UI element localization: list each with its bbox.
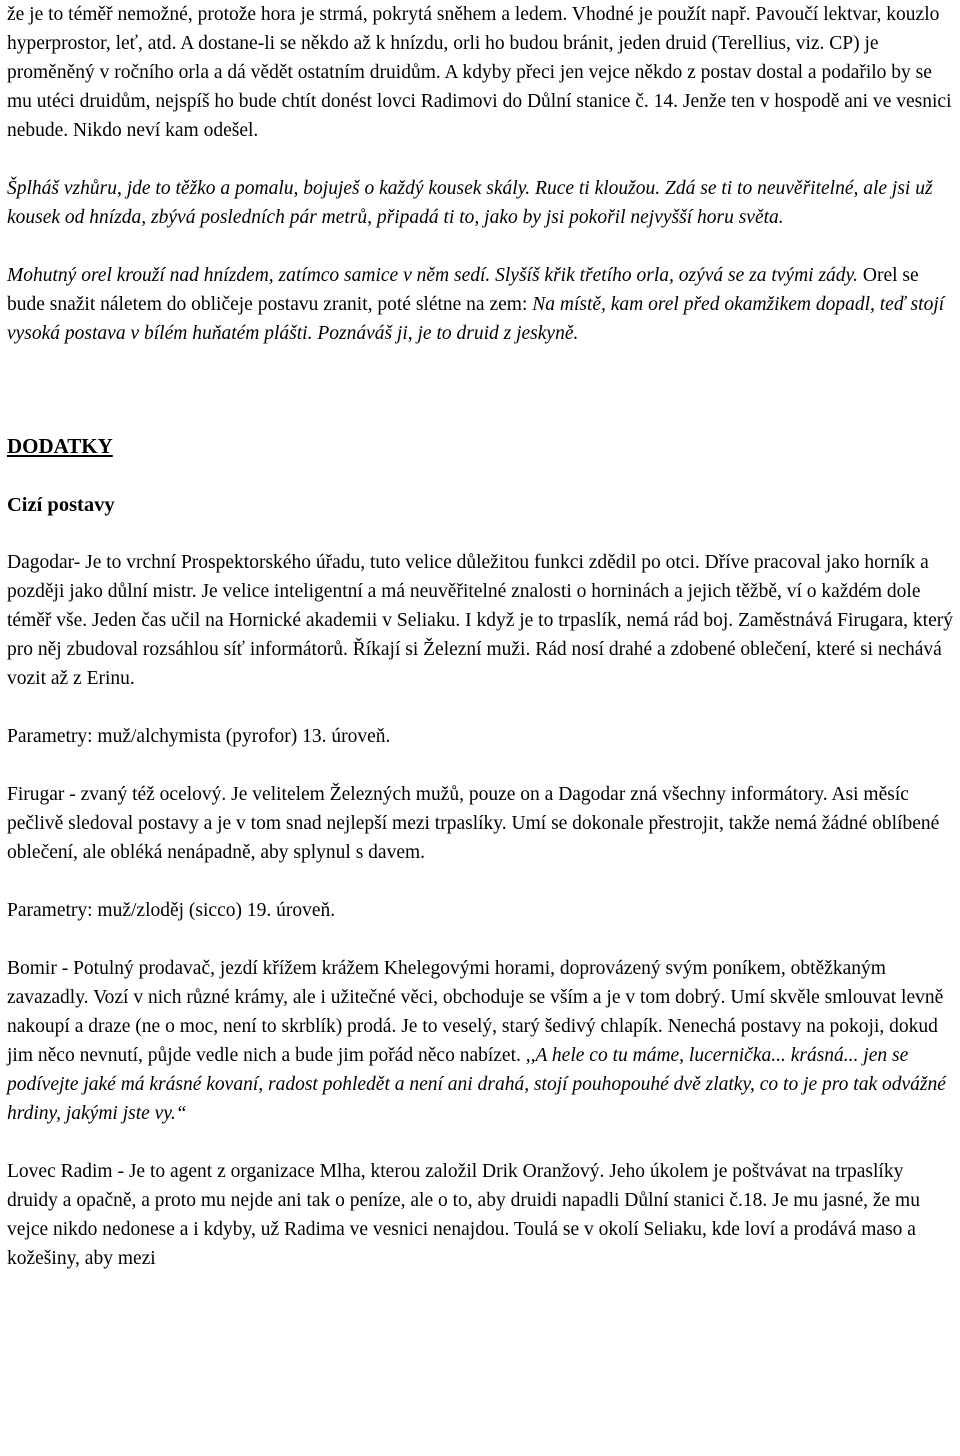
character-radim-description: Lovec Radim - Je to agent z organizace Mlha, kterou založil Drik Oranžový. Jeho úkolem je poštvávat na trpaslíky druidy a opačně, a proto mu nejde ani tak o peníze, ale o to, aby druidi napadli Důlní stanici č.18. Je mu jasné, že mu vejce nikdo nedonese a i kdyby, už Radima ve vesnici nenajdou. Toulá se v okolí Seliaku, kde loví a prodává maso a kožešiny, aby mezi (7, 1161, 920, 1269)
eagle-narration-text: Mohutný orel krouží nad hnízdem, zatímco samice v něm sedí. Slyšíš křik třetího orla, ozývá se za tvými zády. (7, 265, 859, 286)
character-bomir-description (7, 954, 957, 1128)
appendix-heading: DODATKY (7, 434, 113, 458)
bomir-text: Bomir - Potulný prodavač, jezdí křížem krážem Khelegovými horami, doprovázený svým poníkem, obtěžkaným zavazadly. Vozí v nich různé krámy, ale i užitečné věci, obchoduje se vším a je v tom dobrý. Umí skvěle smlouvat levně nakoupí a draze (ne o moc, není to skrblík) prodá. Je to veselý, starý šedivý chlapík. Nenechá postavy na pokoji, dokud jim něco nevnutí, půjde vedle nich a bude jim pořád něco nabízet. (7, 958, 944, 1066)
document-page (7, 0, 957, 1273)
eagle-instruction-text: Orel se bude snažit náletem do obličeje postavu zranit, poté slétne na zem: (7, 265, 919, 315)
character-firugar-parameters: Parametry: muž/zloděj (sicco) 19. úroveň. (7, 900, 336, 921)
intro-paragraph-1: že je to téměř nemožné, protože hora je strmá, pokrytá sněhem a ledem. Vhodné je použít např. Pavoučí lektvar, kouzlo hyperprostor, leť, atd. A dostane-li se někdo až k hnízdu, orli ho budou bránit, jeden druid (Terellius, viz. CP) je proměněný v ročního orla a dá vědět ostatním druidům. A kdyby přeci jen vejce někdo z postav dostal a podařilo by se mu utéci druidům, nejspíš ho bude chtít donést lovci Radimovi do Důlní stanice č. 14. Jenže ten v hospodě ani ve vesnici nebude. Nikdo neví kam odešel. (7, 4, 952, 141)
bomir-quote: ,,A hele co tu máme, lucernička... krásná... jen se podívejte jaké má krásné kovaní, radost pohledět a není ani drahá, stojí pouhopouhé dvě zlatky, co to je pro tak odvážné hrdiny, jakými jste vy.“ (7, 1045, 946, 1124)
characters-subheading: Cizí postavy (7, 494, 115, 516)
character-dagodar-description: Dagodar- Je to vrchní Prospektorského úřadu, tuto velice důležitou funkci zdědil po otci. Dříve pracoval jako horník a později jako důlní mistr. Je velice inteligentní a má neuvěřitelné znalosti o horninách a jejich těžbě, ví o každém dole téměř vše. Jeden čas učil na Hornické akademii v Seliaku. I když je to trpaslík, nemá rád boj. Zaměstnává Firugara, který pro něj zbudoval rozsáhlou síť informátorů. Říkají si Železní muži. Rád nosí drahé a zdobené oblečení, které si nechává vozit až z Erinu. (7, 552, 953, 689)
character-dagodar-parameters: Parametry: muž/alchymista (pyrofor) 13. úroveň. (7, 726, 391, 747)
eagle-encounter-paragraph (7, 261, 957, 348)
character-firugar-description: Firugar - zvaný též ocelový. Je velitelem Železných mužů, pouze on a Dagodar zná všechny informátory. Asi měsíc pečlivě sledoval postavy a je v tom snad nejlepší mezi trpaslíky. Umí se dokonale přestrojit, takže nemá žádné oblíbené oblečení, ale obléká nenápadně, aby splynul s davem. (7, 784, 940, 863)
druid-reveal-text: Na místě, kam orel před okamžikem dopadl, teď stojí vysoká postava v bílém huňatém plášti. Poznáváš ji, je to druid z jeskyně. (7, 294, 945, 344)
narration-climb-paragraph: Šplháš vzhůru, jde to těžko a pomalu, bojuješ o každý kousek skály. Ruce ti kloužou. Zdá se ti to neuvěřitelné, ale jsi už kousek od hnízda, zbývá posledních pár metrů, připadá ti to, jako by jsi pokořil nejvyšší horu světa. (7, 178, 933, 228)
